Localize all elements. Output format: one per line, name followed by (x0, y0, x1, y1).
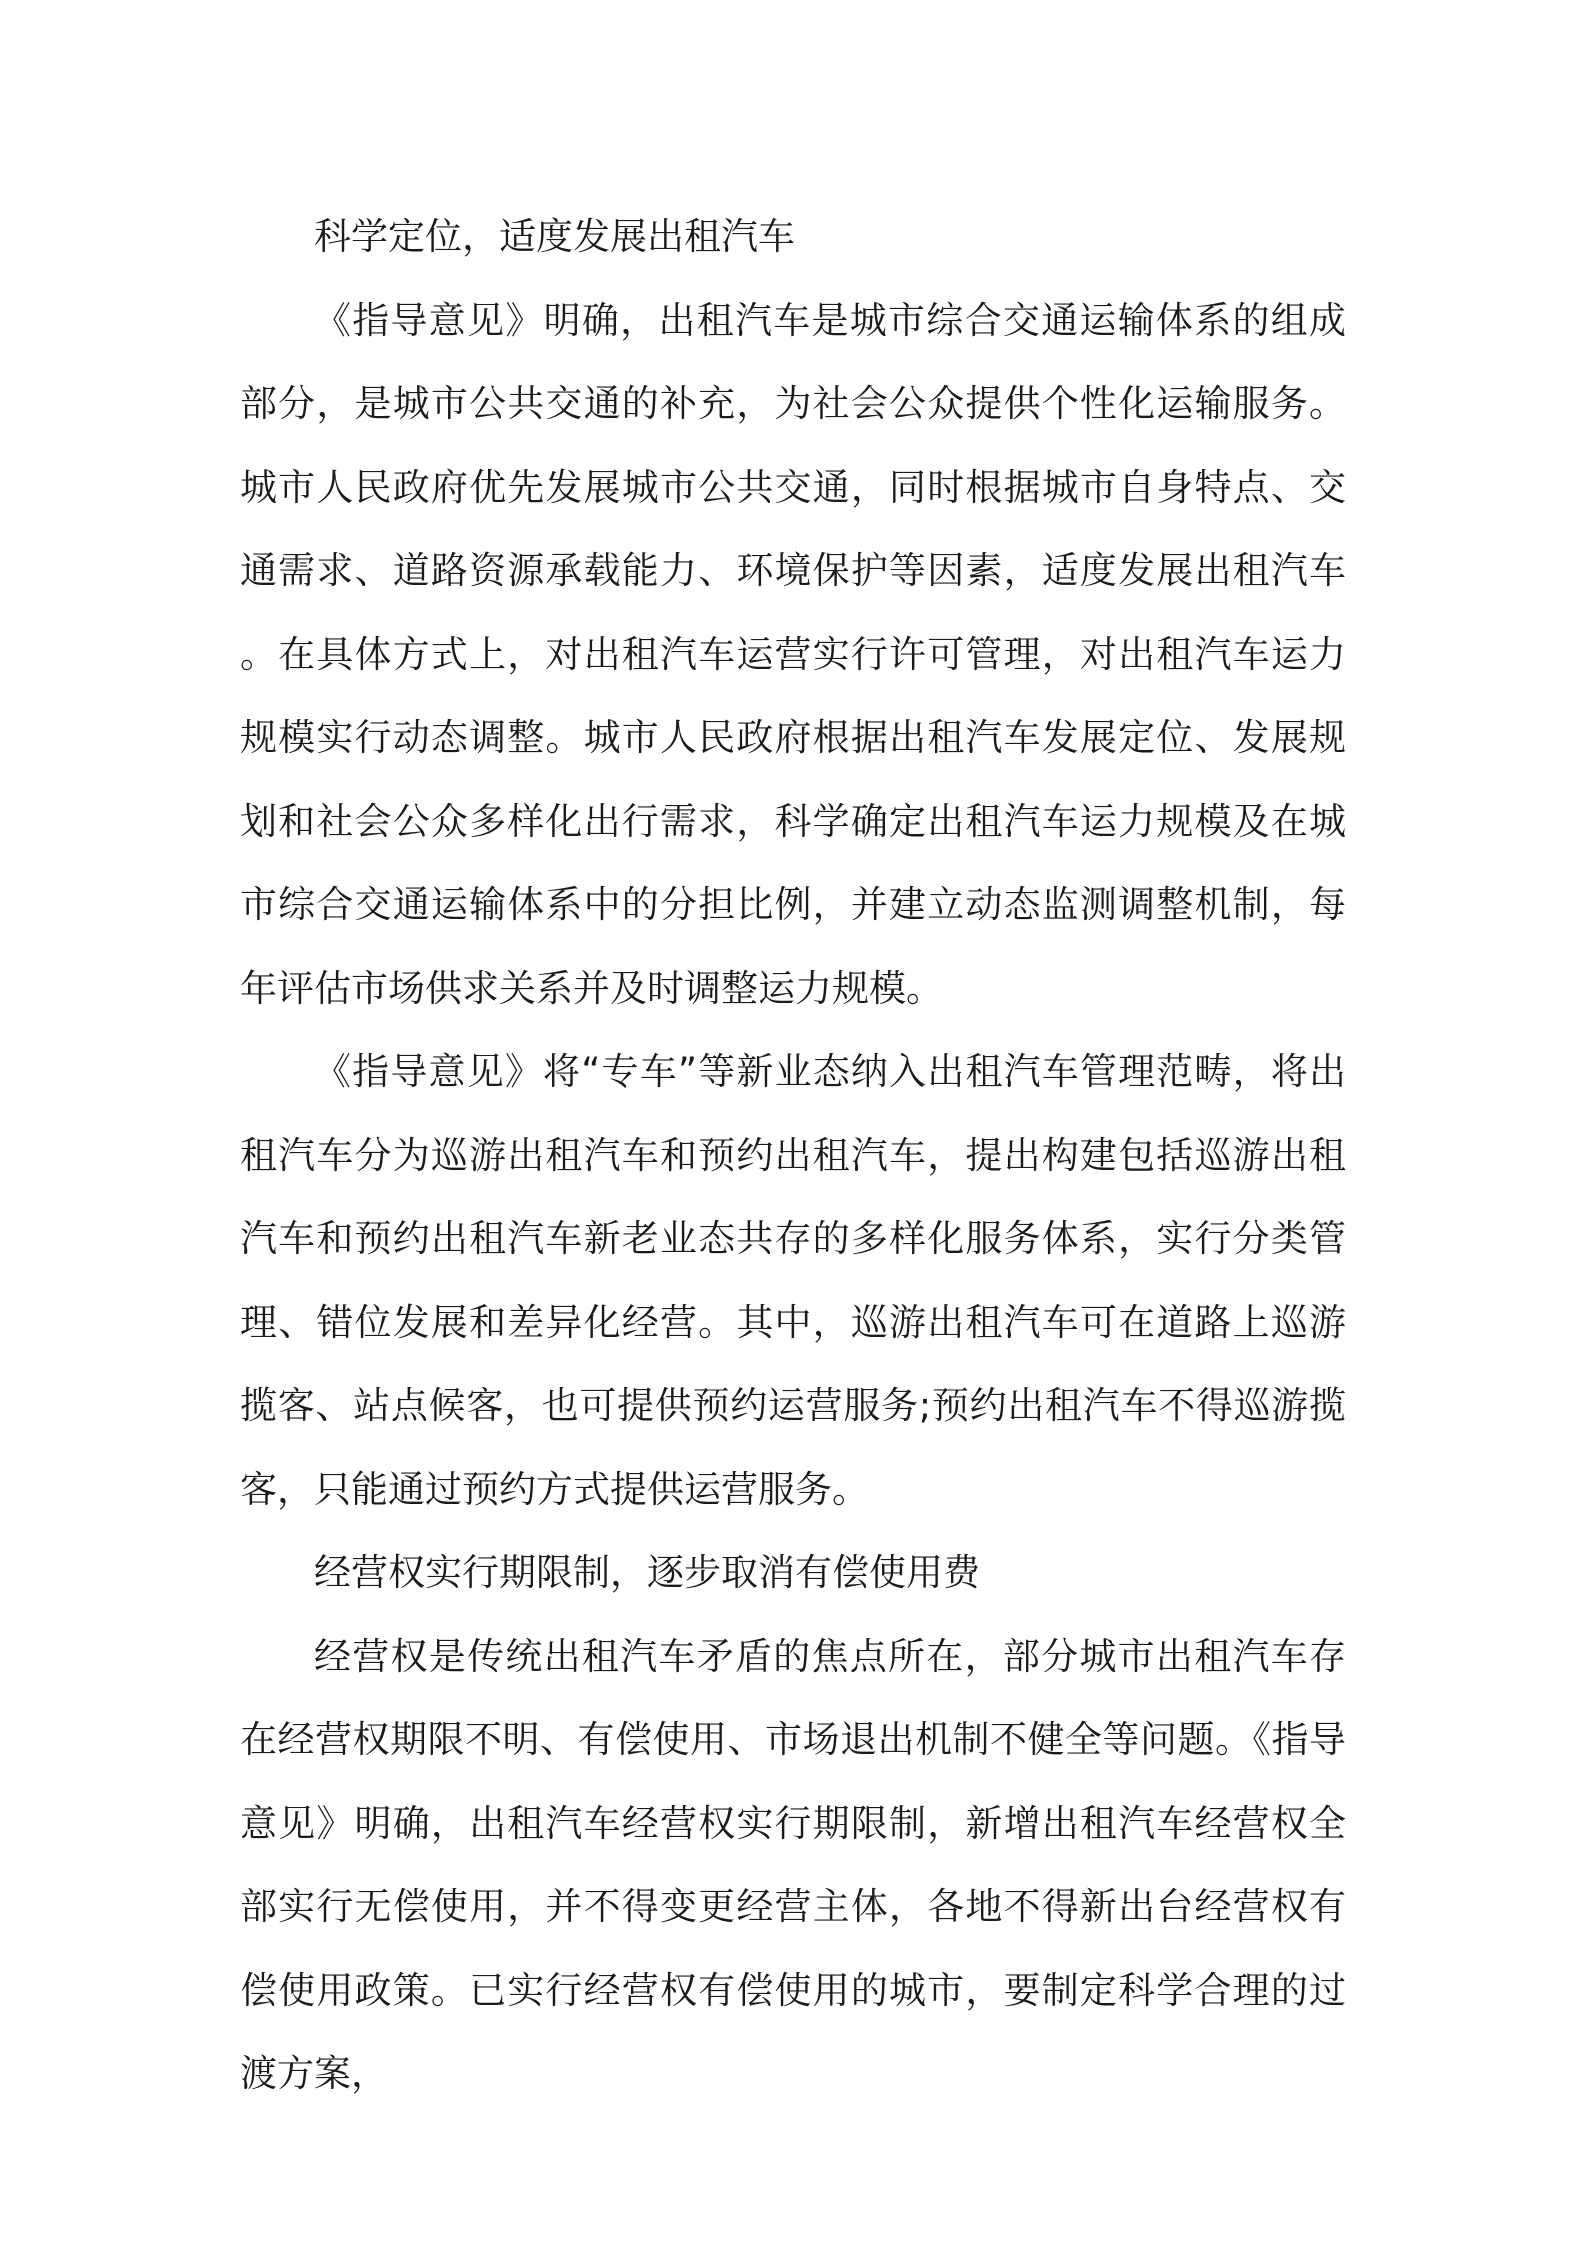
document-body (240, 195, 1346, 2116)
section-heading-positioning: 科学定位，适度发展出租汽车 (314, 215, 795, 258)
paragraph-new-business: 《指导意见》将“专车”等新业态纳入出租汽车管理范畴，将出租汽车分为巡游出租汽车和预约出租汽车，提出构建包括巡游出租汽车和预约出租汽车新老业态共存的多样化服务体系，实行分类管理、错位发展和差异化经营。其中，巡游出租汽车可在道路上巡游揽客、站点候客，也可提供预约运营服务;预约出租汽车不得巡游揽客，只能通过预约方式提供运营服务。 (240, 1050, 1346, 1511)
section-heading-operating-rights: 经营权实行期限制，逐步取消有偿使用费 (314, 1551, 980, 1594)
paragraph-operating-rights: 经营权是传统出租汽车矛盾的焦点所在，部分城市出租汽车存在经营权期限不明、有偿使用、市场退出机制不健全等问题。《指导意见》明确，出租汽车经营权实行期限制，新增出租汽车经营权全部实行无偿使用，并不得变更经营主体，各地不得新出台经营权有偿使用政策。已实行经营权有偿使用的城市，要制定科学合理的过渡方案， (240, 1634, 1346, 2095)
paragraph-positioning: 《指导意见》明确，出租汽车是城市综合交通运输体系的组成部分，是城市公共交通的补充，为社会公众提供个性化运输服务。城市人民政府优先发展城市公共交通，同时根据城市自身特点、交通需求、道路资源承载能力、环境保护等因素，适度发展出租汽车。在具体方式上，对出租汽车运营实行许可管理，对出租汽车运力规模实行动态调整。城市人民政府根据出租汽车发展定位、发展规划和社会公众多样化出行需求，科学确定出租汽车运力规模及在城市综合交通运输体系中的分担比例，并建立动态监测调整机制，每年评估市场供求关系并及时调整运力规模。 (240, 298, 1346, 1010)
